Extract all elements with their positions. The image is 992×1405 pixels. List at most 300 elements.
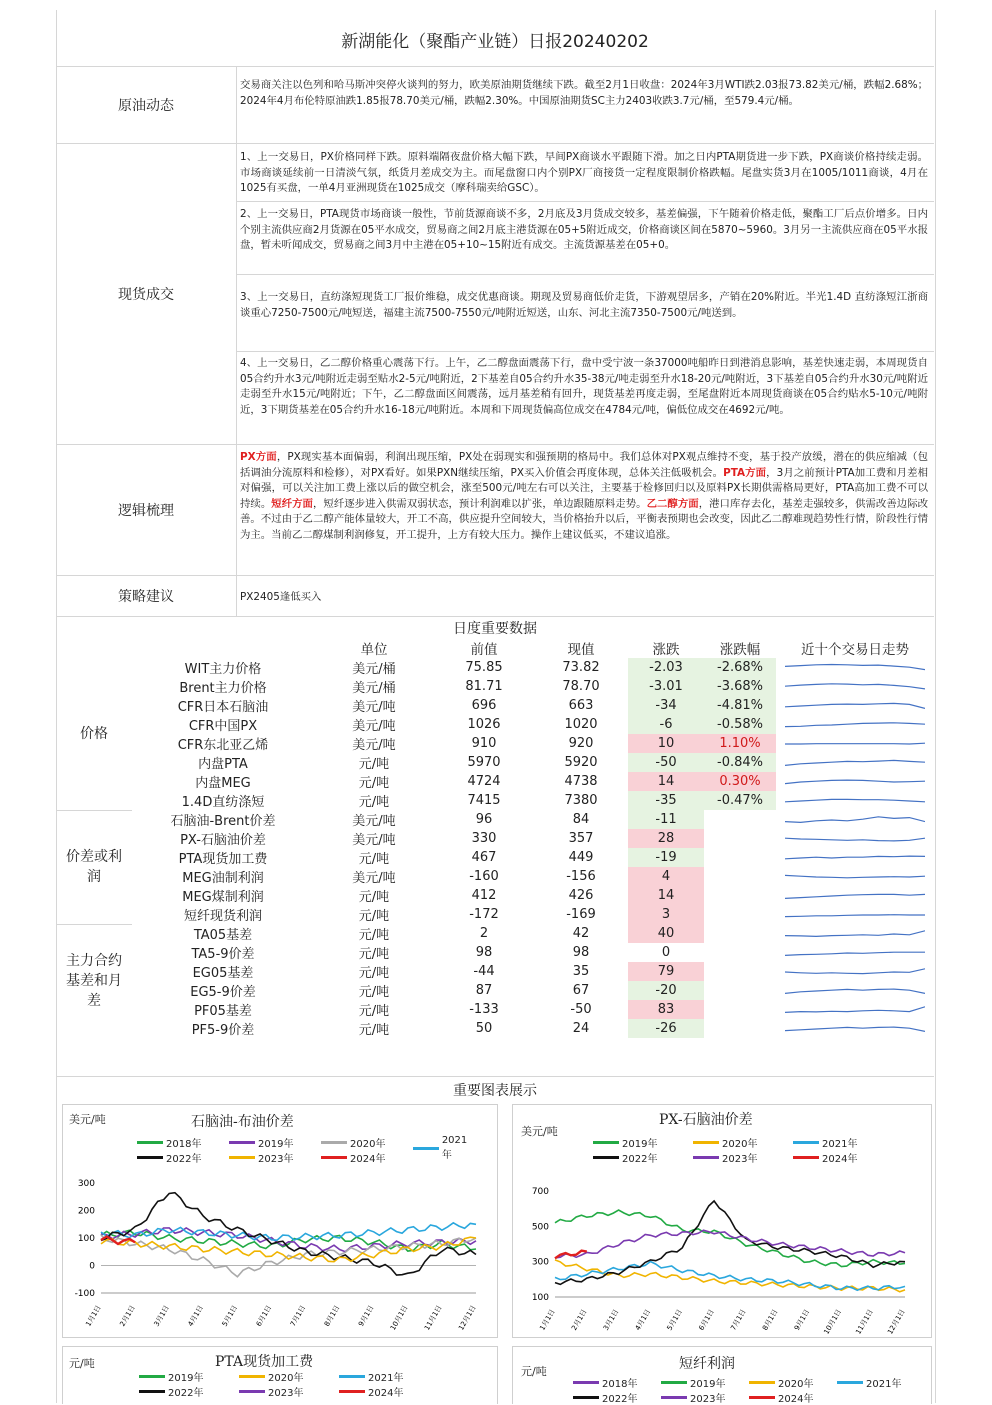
row-change: -26 [628,1019,704,1038]
row-unit: 元/吨 [358,928,390,943]
row-prev: -172 [469,907,499,922]
strategy-label: 策略建议 [118,589,174,605]
row-trend-sparkline [776,734,934,753]
table-row [56,981,934,1000]
row-cur: 5920 [564,755,598,770]
row-name: CFR日本石脑油 [177,700,269,715]
row-unit: 美元/吨 [352,814,396,829]
x-tick-label: 3月1日 [601,1308,621,1332]
table-row [56,734,934,753]
divider [236,351,934,352]
legend-label: 2023年 [690,1394,726,1405]
row-pct [704,829,776,848]
x-tick-label: 5月1日 [665,1308,685,1332]
row-pct [704,943,776,962]
series-line-2022年 [101,1193,476,1275]
x-tick-label: 7月1日 [729,1308,748,1332]
chart1-ylabel: 美元/吨 [69,1113,106,1126]
row-pct [704,886,776,905]
row-prev: 696 [471,698,497,713]
row-cur: 4738 [564,774,598,789]
row-name: Brent主力价格 [179,681,267,696]
chart4-title: 短纤利润 [679,1356,735,1372]
row-prev: 75.85 [465,660,503,675]
legend-label: 2018年 [166,1139,202,1150]
row-change: 14 [628,886,704,905]
legend-label: 2022年 [622,1154,658,1165]
table-row [56,715,934,734]
row-prev: -160 [469,869,499,884]
row-unit: 美元/吨 [352,738,396,753]
crude-label: 原油动态 [118,98,174,114]
y-tick-label: 300 [531,1257,549,1268]
row-trend-sparkline [776,677,934,696]
legend-label: 2018年 [602,1379,638,1390]
row-cur: 24 [572,1021,590,1036]
x-tick-label: 8月1日 [322,1304,342,1328]
row-trend-sparkline [776,1019,934,1038]
table-row [56,658,934,677]
table-header-row [56,638,934,658]
group-label: 价格 [80,725,108,742]
legend-item [749,1375,813,1390]
chart1-legend [137,1135,477,1169]
row-trend-sparkline [776,962,934,981]
row-change: 40 [628,924,704,943]
charts-section-title: 重要图表展示 [453,1083,537,1099]
row-cur: 426 [568,888,594,903]
legend-item [137,1150,201,1165]
logic-pf: ，短纤逐步进入供需双弱状态，预计利润难以扩张，单边跟随原料走势。 [312,497,647,510]
spot-text-3: 3、上一交易日，直纺涤短现货工厂报价维稳，成交优惠商谈。期现及贸易商低价走货，下游观望居多，产销在20%附近。半光1.4D 直纺涤短江浙商谈重心7250-7500元/吨短送，福建主流7500-7550元/吨附近短送，山东、河北主流7350-7500元/吨送到。 [240,291,928,319]
series-line-2023年 [555,1230,905,1258]
spot-text-1: 1、上一交易日，PX价格同样下跌。原料端隔夜盘价格大幅下跌，早间PX商谈水平跟随下滑。加之日内PTA期货进一步下跌，PX商谈价格持续走弱。市场商谈延续前一日清淡气氛，纸货月差成交为主。而尾盘窗口内个别PX厂商接货一定程度限制价格跌幅。尾盘实货3月在1005/1011商谈，4月在1025有买盘，一单4月亚洲现货在1025成交（摩科瑞卖给GSC）。 [240,151,928,195]
legend-label: 2019年 [258,1139,294,1150]
row-prev: 412 [471,888,497,903]
row-cur: 357 [568,831,594,846]
logic-label: 逻辑梳理 [118,503,174,519]
row-cur: 67 [572,983,590,998]
series-line-2020年 [101,1235,476,1277]
col-header-trend: 近十个交易日走势 [801,642,909,658]
row-pct [704,810,776,829]
y-tick-label: -100 [74,1289,95,1299]
table-row [56,867,934,886]
row-name: PX-石脑油价差 [180,833,266,848]
logic-pta: ，3月之前预计PTA加工费和月差相对偏强，可以关注加工费上涨以后的做空机会，涨至500元/吨左右可以关注，主要基于检修回归以及原料PX长期供需格局更好，PTA高加工费不可以持续。 [240,466,929,510]
x-tick-label: 12月1日 [457,1304,478,1332]
y-tick-label: 200 [77,1206,95,1217]
row-pct [704,848,776,867]
x-tick-label: 7月1日 [288,1304,308,1328]
row-trend-sparkline [776,810,934,829]
legend-item [593,1150,657,1165]
row-trend-sparkline [776,1000,934,1019]
legend-item [661,1375,725,1390]
chart4-ylabel: 元/吨 [521,1365,547,1378]
col-header-chg: 涨跌 [652,642,680,658]
divider [236,201,934,202]
row-name: PF05基差 [194,1004,252,1019]
series-line-2019年 [555,1210,905,1267]
series-line-2021年 [101,1223,476,1240]
row-change: 0 [628,943,704,962]
chart2-ylabel: 美元/吨 [521,1125,558,1138]
legend-item [321,1150,385,1165]
y-tick-label: 500 [531,1222,549,1233]
table-row [56,810,934,829]
logic-px: ，PX现实基本面偏弱，利润出现压缩，PX处在弱现实和强预期的格局中。我们总体对PX观点维持不变，基于投产放缓，潜在的供应缩减（包括调油分流原料和检修），对PX看好。如果PXN继续压缩，PX买入价值会再度体现，总体关注低吸机会。 [240,451,928,479]
series-line-2024年 [101,1236,135,1244]
row-name: PF5-9价差 [191,1023,255,1038]
row-unit: 美元/桶 [352,681,396,696]
row-unit: 元/吨 [358,795,390,810]
row-pct: -4.81% [704,696,776,715]
table-row [56,677,934,696]
strategy-text: PX2405逢低买入 [240,591,322,603]
row-trend-sparkline [776,924,934,943]
legend-item [573,1375,637,1390]
row-trend-sparkline [776,696,934,715]
legend-label: 2024年 [822,1154,858,1165]
row-prev: 910 [471,736,497,751]
row-unit: 元/吨 [358,757,390,772]
row-unit: 元/吨 [358,985,390,1000]
chart-pta-margin [62,1346,498,1404]
logic-eg-tag: 乙二醇方面 [646,497,699,510]
col-header-prev: 前值 [470,642,498,658]
row-prev: 98 [475,945,493,960]
logic-pf-tag: 短纤方面 [271,497,313,510]
row-change: -50 [628,753,704,772]
group-label: 价差或利润 [56,810,132,924]
row-change: 79 [628,962,704,981]
row-name: 石脑油-Brent价差 [170,814,276,829]
row-change: -2.03 [628,658,704,677]
legend-item [239,1384,303,1399]
row-cur: 35 [572,964,590,979]
row-pct: -0.47% [704,791,776,810]
legend-item [321,1135,385,1150]
spot-text-4: 4、上一交易日，乙二醇价格重心震荡下行。上午，乙二醇盘面震荡下行，盘中受宁波一条37000吨船昨日到港消息影响，基差快速走弱，本周现货自05合约升水3元/吨附近走弱至贴水2-5元/吨附近，2下基差自05合约升水35-38元/吨走弱至升水18-20元/吨附近，3下基差自05合约升水30元/吨附近走弱至升水15元/吨附近；下午，乙二醇盘面区间震荡，远月基差稍有回升，现货基差再度走弱，至尾盘附近本周现货商谈在05合约贴水5-10元/吨附近，3下期货基差在05合约升水16-18元/吨附近。本周和下周现货偏高位成交在4784元/吨，偏低位成交在4692元/吨。 [240,357,928,416]
series-line-2022年 [555,1201,905,1284]
row-prev: 87 [475,983,493,998]
legend-label: 2023年 [722,1154,758,1165]
legend-label: 2021年 [368,1373,404,1384]
row-pct [704,867,776,886]
table-row [56,1019,934,1038]
row-pct [704,1019,776,1038]
x-tick-label: 5月1日 [220,1304,240,1328]
row-trend-sparkline [776,829,934,848]
legend-label: 2021年 [822,1139,858,1150]
row-name: 短纤现货利润 [183,909,262,924]
row-prev: 1026 [467,717,501,732]
table-row [56,924,934,943]
row-pct [704,924,776,943]
divider [56,616,934,617]
x-tick-label: 6月1日 [254,1304,274,1328]
logic-pta-tag: PTA方面 [723,466,767,479]
x-tick-label: 4月1日 [186,1304,206,1328]
series-line-2019年 [101,1228,476,1252]
legend-label: 2022年 [166,1154,202,1165]
x-tick-label: 9月1日 [357,1304,376,1328]
legend-item [693,1150,757,1165]
row-unit: 元/吨 [358,1023,390,1038]
legend-label: 2020年 [268,1373,304,1384]
series-line-2023年 [101,1237,476,1262]
legend-item [137,1135,201,1150]
row-pct [704,962,776,981]
legend-item [139,1369,203,1384]
table-row [56,848,934,867]
legend-item [693,1135,757,1150]
chart-px-naphtha [512,1104,932,1338]
logic-eg: ，港口库存去化，基差走强较多，供需改善边际改善。不过由于乙二醇产能体量较大，开工不高，供应提升空间较大，当价格抬升以后，平衡表预期也会改变，因此乙二醇难现趋势性行情，阶段性行情为主。当前乙二醇煤制利润修复，开工提升，上方有较大压力。操作上建议低买，不建议追涨。 [240,497,929,541]
legend-label: 2021年 [441,1135,468,1161]
row-trend-sparkline [776,943,934,962]
x-tick-label: 2月1日 [118,1304,137,1328]
row-trend-sparkline [776,772,934,791]
row-trend-sparkline [776,658,934,677]
row-pct [704,1000,776,1019]
legend-item [229,1135,293,1150]
table-row [56,791,934,810]
legend-label: 2023年 [258,1154,294,1165]
row-cur: -169 [566,907,596,922]
row-change: -35 [628,791,704,810]
legend-item [339,1384,403,1399]
row-name: PTA现货加工费 [178,852,268,867]
row-trend-sparkline [776,867,934,886]
chart-psf-profit [512,1346,932,1404]
daily-data-title: 日度重要数据 [453,621,537,637]
row-trend-sparkline [776,886,934,905]
row-name: CFR东北亚乙烯 [177,738,269,753]
row-cur: -156 [566,869,596,884]
legend-label: 2022年 [602,1394,638,1405]
row-unit: 元/吨 [358,947,390,962]
row-pct: -3.68% [704,677,776,696]
row-pct [704,905,776,924]
chart4-legend [573,1375,923,1405]
row-trend-sparkline [776,905,934,924]
row-name: EG5-9价差 [190,985,256,1000]
row-unit: 美元/吨 [352,719,396,734]
logic-px-tag: PX方面 [240,451,277,463]
x-tick-label: 10月1日 [388,1304,410,1332]
y-tick-label: 100 [531,1293,549,1303]
row-name: 1.4D直纺涤短 [181,795,265,810]
x-tick-label: 4月1日 [633,1308,653,1332]
x-tick-label: 1月1日 [84,1304,103,1328]
table-row [56,772,934,791]
row-prev: 5970 [467,755,501,770]
row-cur: 42 [572,926,590,941]
legend-label: 2020年 [350,1139,386,1150]
legend-label: 2019年 [622,1139,658,1150]
legend-item [239,1369,303,1384]
x-tick-label: 10月1日 [822,1308,844,1336]
chart2-title: PX-石脑油价差 [659,1112,753,1128]
row-prev: 96 [475,812,493,827]
row-cur: 78.70 [562,679,600,694]
row-unit: 美元/吨 [352,700,396,715]
legend-label: 2019年 [690,1379,726,1390]
legend-item [793,1150,857,1165]
row-prev: 330 [471,831,497,846]
row-unit: 元/吨 [358,852,390,867]
divider [56,66,934,67]
divider [56,1076,934,1077]
y-tick-label: 300 [77,1179,95,1189]
row-cur: 84 [572,812,590,827]
chart2-legend [593,1135,913,1169]
row-name: MEG油制利润 [182,871,264,886]
crude-text: 交易商关注以色列和哈马斯冲突停火谈判的努力，欧美原油期货继续下跌。截至2月1日收盘：2024年3月WTI跌2.03报73.82美元/桶，跌幅2.68%；2024年4月布伦特原油跌1.85报78.70美元/桶，跌幅2.30%。中国原油期货SC主力2403收跌3.7元/桶，至579.4元/桶。 [240,79,928,107]
row-change: -3.01 [628,677,704,696]
row-unit: 元/吨 [358,909,390,924]
row-prev: 467 [471,850,497,865]
table-row [56,1000,934,1019]
legend-label: 2024年 [368,1388,404,1399]
row-pct: -2.68% [704,658,776,677]
legend-label: 2023年 [268,1388,304,1399]
x-tick-label: 11月1日 [854,1308,875,1336]
logic-text [240,450,928,544]
row-change: 28 [628,829,704,848]
legend-label: 2020年 [778,1379,814,1390]
row-trend-sparkline [776,753,934,772]
row-change: -11 [628,810,704,829]
col-header-pct: 涨跌幅 [719,642,761,658]
row-name: MEG煤制利润 [182,890,264,905]
legend-item [837,1375,901,1390]
series-line-2024年 [555,1251,587,1259]
row-name: EG05基差 [192,966,254,981]
row-cur: -50 [570,1002,592,1017]
row-prev: -44 [473,964,495,979]
x-tick-label: 6月1日 [697,1308,716,1332]
table-row [56,696,934,715]
y-tick-label: 700 [531,1187,549,1197]
row-cur: 449 [568,850,594,865]
col-header-cur: 现值 [567,642,595,658]
row-prev: 4724 [467,774,501,789]
row-prev: 81.71 [465,679,503,694]
row-unit: 元/吨 [358,966,390,981]
row-change: 14 [628,772,704,791]
row-pct: -0.58% [704,715,776,734]
table-row [56,829,934,848]
legend-label: 2019年 [168,1373,204,1384]
row-name: TA05基差 [193,928,253,943]
row-pct [704,981,776,1000]
y-tick-label: 100 [77,1234,95,1244]
row-prev: 50 [475,1021,493,1036]
x-tick-label: 8月1日 [761,1308,780,1332]
chart1-title: 石脑油-布油价差 [191,1114,294,1130]
chart3-ylabel: 元/吨 [69,1357,95,1370]
table-row [56,905,934,924]
x-tick-label: 12月1日 [886,1308,907,1336]
row-cur: 98 [572,945,590,960]
divider [236,274,934,275]
y-tick-label: 0 [89,1261,95,1272]
chart3-title: PTA现货加工费 [215,1354,314,1370]
x-tick-label: 2月1日 [570,1308,589,1332]
series-line-2021年 [555,1262,905,1291]
chart3-legend [139,1369,479,1403]
row-trend-sparkline [776,715,934,734]
legend-label: 2021年 [866,1379,902,1390]
legend-item [229,1150,293,1165]
legend-label: 2020年 [722,1139,758,1150]
row-cur: 663 [568,698,594,713]
row-name: 内盘MEG [195,776,251,791]
table-row [56,886,934,905]
x-tick-label: 3月1日 [152,1304,171,1328]
row-name: 内盘PTA [198,757,248,772]
table-row [56,943,934,962]
legend-item [339,1369,403,1384]
series-line-2018年 [101,1230,476,1251]
row-prev: 2 [479,926,489,941]
row-pct: -0.84% [704,753,776,772]
row-unit: 元/吨 [358,1004,390,1019]
row-change: 10 [628,734,704,753]
row-trend-sparkline [776,791,934,810]
row-pct: 1.10% [704,734,776,753]
row-cur: 1020 [564,717,598,732]
row-prev: -133 [469,1002,499,1017]
series-line-2020年 [555,1260,905,1292]
chart-naphtha-brent [62,1104,498,1338]
spot-label: 现货成交 [118,287,174,303]
row-trend-sparkline [776,981,934,1000]
legend-label: 2022年 [168,1388,204,1399]
row-change: 3 [628,905,704,924]
row-name: WIT主力价格 [184,662,262,677]
legend-item [793,1135,857,1150]
row-unit: 元/吨 [358,776,390,791]
table-row [56,753,934,772]
row-change: -6 [628,715,704,734]
row-trend-sparkline [776,848,934,867]
daily-data-table [56,638,934,1038]
spot-text-2: 2、上一交易日，PTA现货市场商谈一般性，节前货源商谈不多，2月底及3月货成交较多，基差偏强，下午随着价格走低，聚酯工厂后点价增多。日内个别主流供应商2月货源在05平水成交，贸易商之间2月底主港货源在05+5附近成交，价格商谈区间在5870~5960。3月另一主流供应商在05平水报盘，暂未听闻成交，贸易商之间3月中主港在05+10~15附近有成交。主流货源基差在05+0。 [240,208,928,252]
row-unit: 美元/吨 [352,833,396,848]
x-tick-label: 9月1日 [792,1308,812,1332]
report-title: 新湖能化（聚酯产业链）日报20240202 [341,32,649,52]
column-divider [236,66,237,616]
row-name: CFR中国PX [188,719,258,734]
row-name: TA5-9价差 [191,947,255,962]
row-unit: 元/吨 [358,890,390,905]
table-row [56,962,934,981]
row-change: 4 [628,867,704,886]
group-label: 主力合约基差和月差 [56,924,132,1038]
x-tick-label: 1月1日 [538,1308,557,1332]
row-unit: 美元/桶 [352,662,396,677]
row-cur: 7380 [564,793,598,808]
legend-item [413,1135,477,1161]
x-tick-label: 11月1日 [423,1304,444,1332]
legend-label: 2024年 [778,1394,814,1405]
col-header-unit: 单位 [360,642,388,658]
row-cur: 73.82 [562,660,600,675]
